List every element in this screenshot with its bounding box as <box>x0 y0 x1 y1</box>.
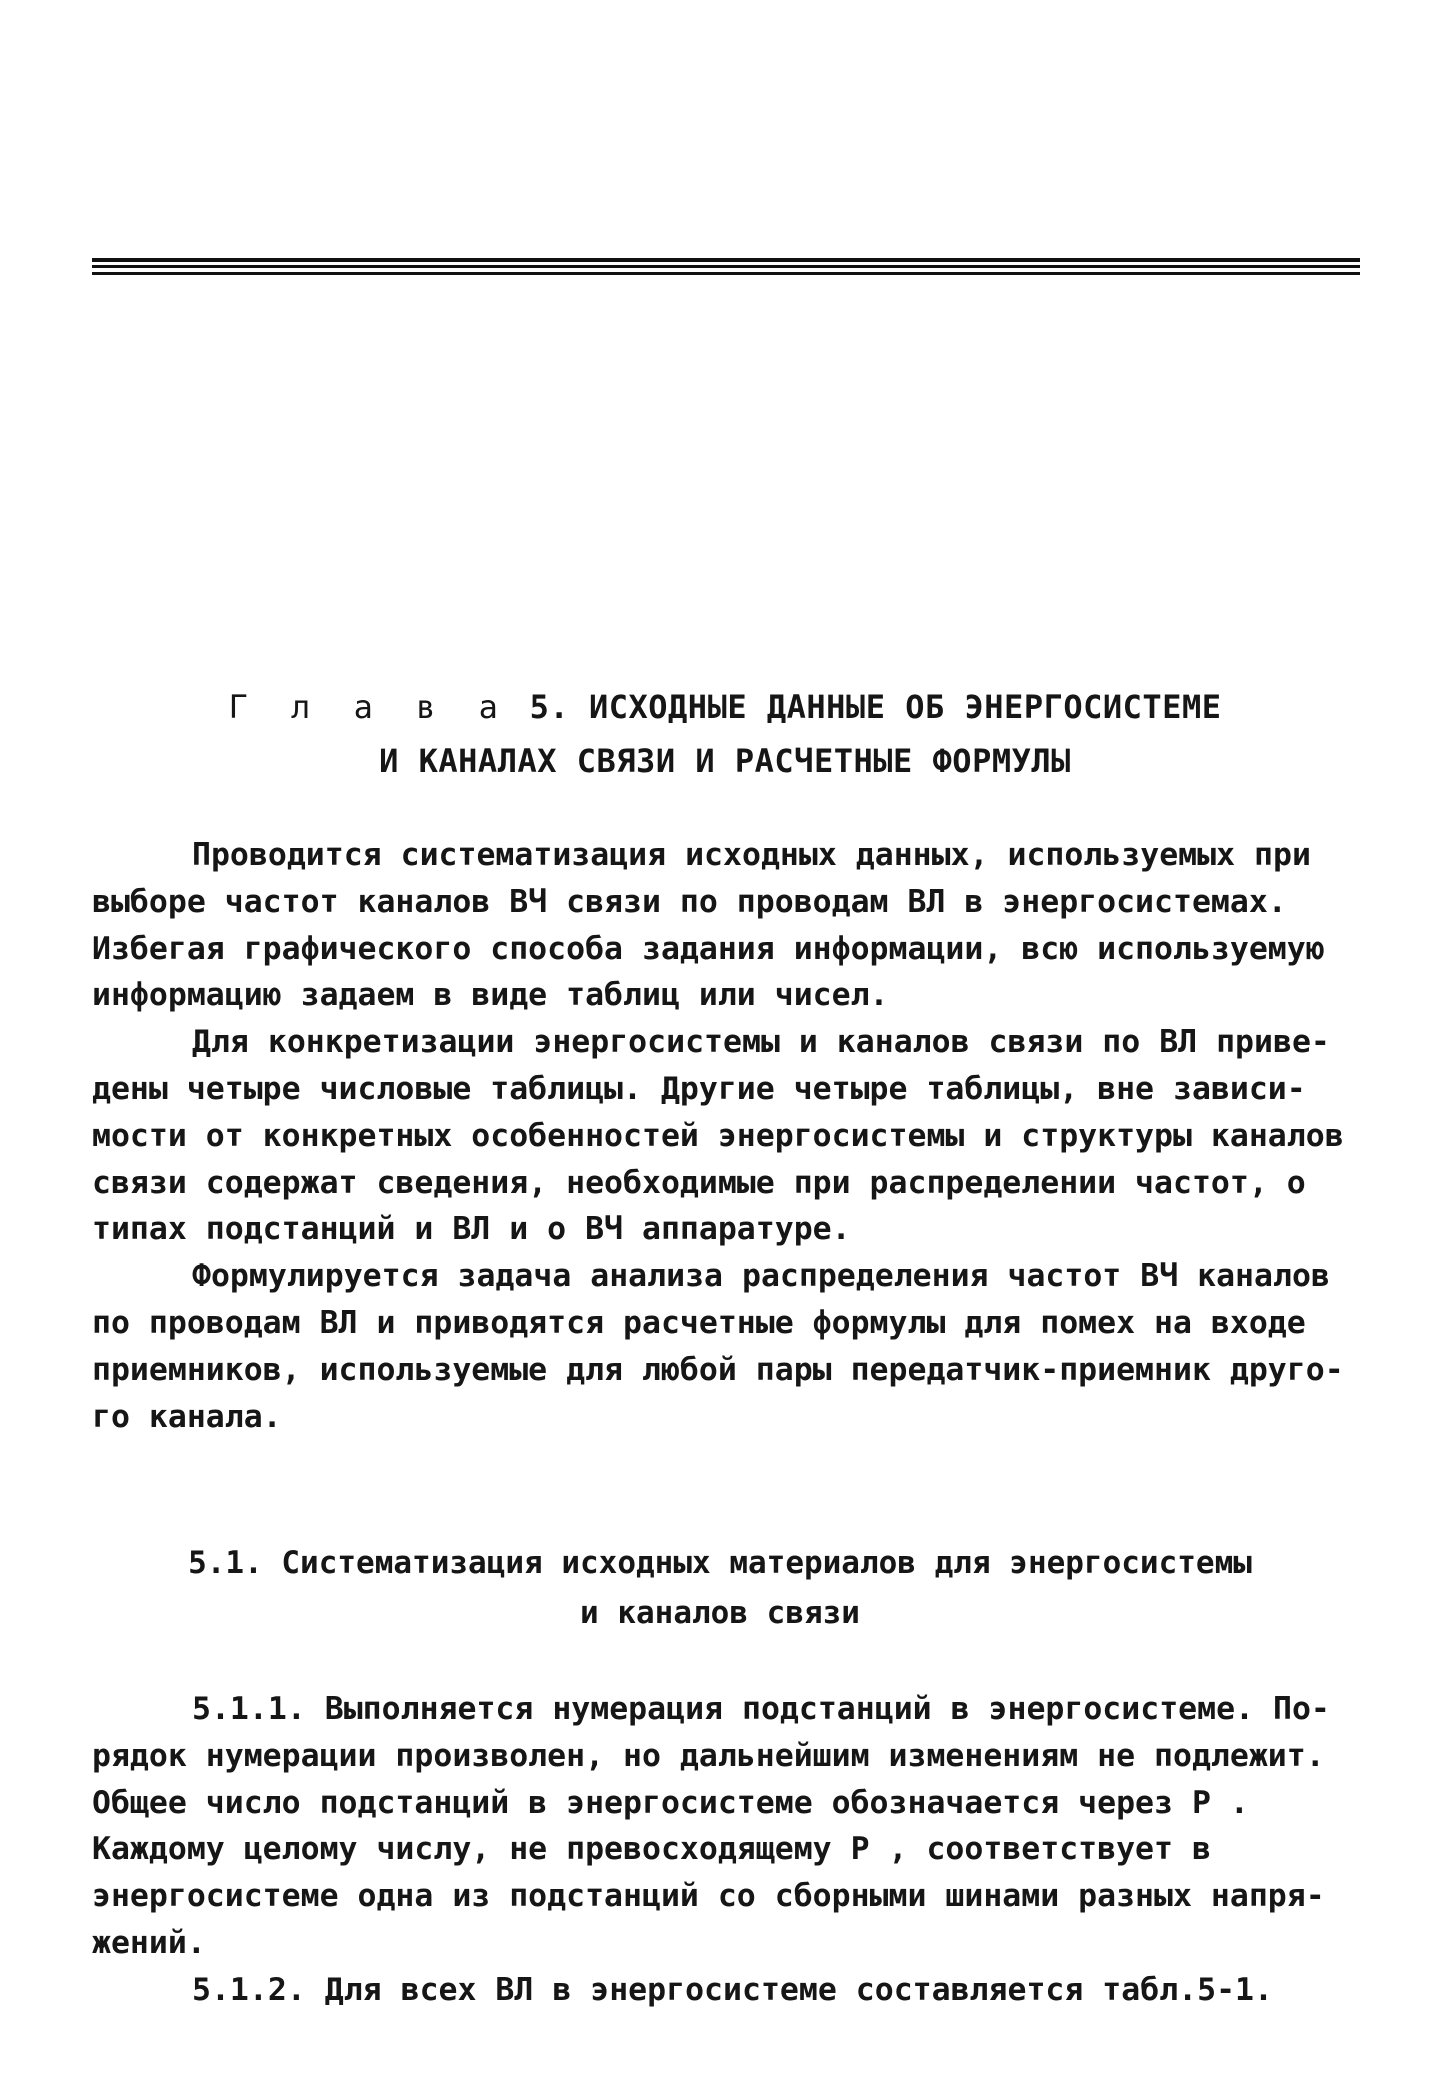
body-line: 5.1.2. Для всех ВЛ в энергосистеме составляется табл.5-1. <box>192 1971 1273 2008</box>
chapter-title <box>150 680 1300 788</box>
intro-line: связи содержат сведения, необходимые при распределении частот, о <box>92 1164 1306 1201</box>
intro-line: Проводится систематизация исходных данных, используемых при <box>192 837 1311 873</box>
intro-line: по проводам ВЛ и приводятся расчетные формулы для помех на входе <box>92 1304 1306 1341</box>
chapter-title-line-1 <box>150 680 1300 734</box>
header-rule-line <box>92 258 1360 262</box>
header-rule-line <box>92 272 1360 275</box>
body-line: жений. <box>92 1924 206 1961</box>
header-rule <box>92 258 1360 275</box>
intro-line: Формулируется задача анализа распределения частот ВЧ каналов <box>192 1258 1330 1295</box>
intro-line: приемников, используемые для любой пары передатчик-приемник друго- <box>92 1351 1344 1388</box>
section-heading-line-1: 5.1. Систематизация исходных материалов для энергосистемы <box>188 1545 1252 1581</box>
body-paragraphs <box>92 1686 1382 2014</box>
chapter-prefix: Г л а в а <box>228 688 510 726</box>
intro-paragraphs <box>92 832 1382 1440</box>
body-line: рядок нумерации произволен, но дальнейшим изменениям не подлежит. <box>92 1737 1325 1774</box>
intro-line: информацию задаем в виде таблиц или чисел. <box>92 977 889 1014</box>
intro-line: типах подстанций и ВЛ и о ВЧ аппаратуре. <box>92 1211 851 1248</box>
section-heading <box>150 1538 1290 1638</box>
body-line: энергосистеме одна из подстанций со сборными шинами разных напря- <box>92 1878 1325 1915</box>
chapter-title-line-2: И КАНАЛАХ СВЯЗИ И РАСЧЕТНЫЕ ФОРМУЛЫ <box>379 742 1071 780</box>
body-line: Каждому целому числу, не превосходящему P , соответствует в <box>92 1831 1211 1868</box>
body-line: Общее число подстанций в энергосистеме обозначается через P . <box>92 1784 1249 1821</box>
intro-line: Для конкретизации энергосистемы и каналов связи по ВЛ приве- <box>192 1024 1330 1061</box>
section-heading-line-2: и каналов связи <box>580 1595 860 1631</box>
intro-line: Избегая графического способа задания информации, всю используемую <box>92 930 1325 967</box>
chapter-title-text-1: 5. ИСХОДНЫЕ ДАННЫЕ ОБ ЭНЕРГОСИСТЕМЕ <box>529 688 1222 726</box>
intro-line: го канала. <box>92 1398 282 1435</box>
intro-line: дены четыре числовые таблицы. Другие четыре таблицы, вне зависи- <box>92 1070 1306 1107</box>
intro-line: выборе частот каналов ВЧ связи по проводам ВЛ в энергосистемах. <box>92 883 1287 920</box>
body-line: 5.1.1. Выполняется нумерация подстанций в энергосистеме. По- <box>192 1691 1330 1727</box>
intro-line: мости от конкретных особенностей энергосистемы и структуры каналов <box>92 1117 1344 1154</box>
header-rule-line <box>92 265 1360 268</box>
